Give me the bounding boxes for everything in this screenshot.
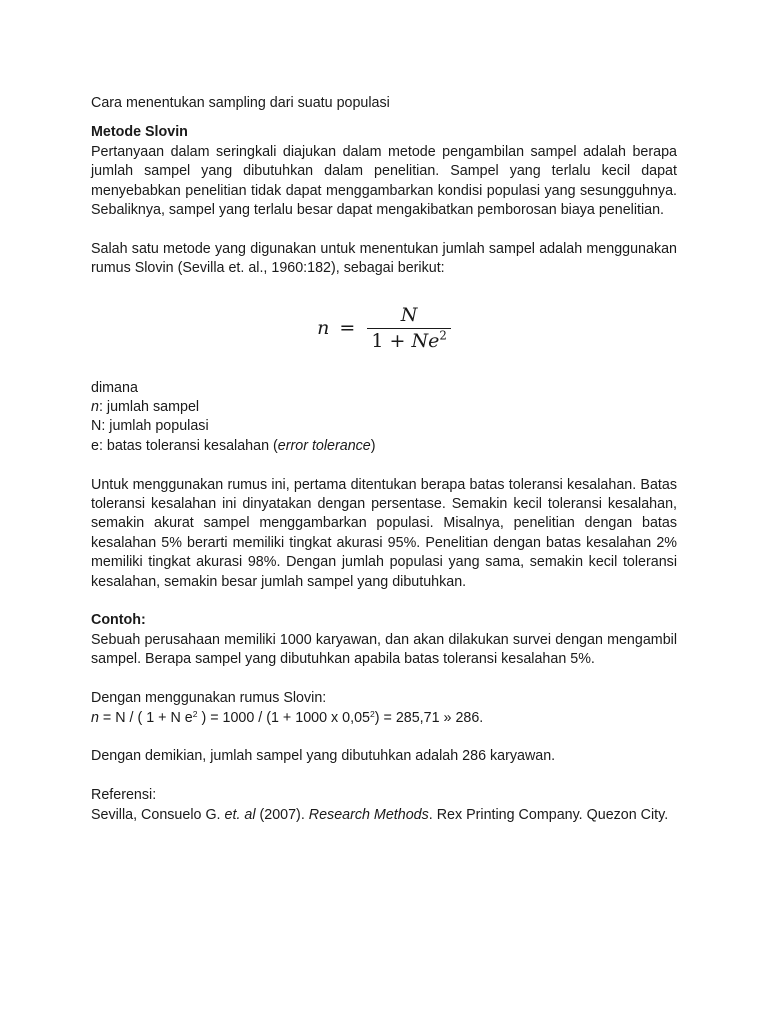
calc-n: n <box>91 709 99 726</box>
reference-author: Sevilla, Consuelo G. <box>91 806 225 823</box>
formula-den-exp: 2 <box>439 328 447 343</box>
spacer <box>91 592 677 611</box>
reference-book-title: Research Methods <box>308 806 429 823</box>
spacer <box>91 767 677 786</box>
formula-numerator: N <box>400 303 418 326</box>
definition-n-symbol: n <box>91 399 99 416</box>
calc-line <box>91 709 677 728</box>
definition-e-text: e: batas toleransi kesalahan ( <box>91 437 278 454</box>
slovin-paragraph-1: Pertanyaan dalam seringkali diajukan dalam metode pengambilan sampel adalah berapa jumlah sampel yang dibutuhkan dalam penelitian. Sampel yang terlalu kecil dapat menyebabkan penelitian tidak dapat menggambarkan kondisi populasi yang sesungguhnya. Sebaliknya, sampel yang terlalu besar dapat mengakibatkan pemborosan biaya penelitian. <box>91 143 677 219</box>
spacer <box>91 456 677 475</box>
formula-denominator <box>367 329 450 351</box>
formula-fraction <box>367 303 450 353</box>
document-content <box>91 94 677 825</box>
spacer <box>91 113 677 123</box>
slovin-formula <box>91 279 677 379</box>
slovin-paragraph-2: Salah satu metode yang digunakan untuk menentukan jumlah sampel adalah menggunakan rumus Slovin (Sevilla et. al., 1960:182), sebagai berikut: <box>91 240 677 277</box>
definition-e <box>91 437 677 456</box>
example-paragraph: Sebuah perusahaan memiliki 1000 karyawan, dan akan dilakukan survei dengan mengambil sampel. Berapa sampel yang dibutuhkan apabila batas toleransi kesalahan 5%. <box>91 631 677 668</box>
calc-intro: Dengan menggunakan rumus Slovin: <box>91 690 327 707</box>
reference-etal: et. al <box>224 806 256 823</box>
reference-entry <box>91 806 677 825</box>
spacer <box>91 670 677 689</box>
formula-den-one: 1 + <box>371 330 412 353</box>
calc-part-b: ) = 1000 / (1 + 1000 x 0,05 <box>197 709 370 726</box>
calc-part-c: ) = 285,71 » 286. <box>374 709 484 726</box>
definition-n-text: : jumlah sampel <box>98 399 200 416</box>
reference-publisher: . Rex Printing Company. Quezon City. <box>428 806 669 823</box>
calc-exp-1: 2 <box>192 708 198 719</box>
definitions-intro: dimana <box>91 379 138 396</box>
definition-n <box>91 398 677 417</box>
conclusion-line: Dengan demikian, jumlah sampel yang dibutuhkan adalah 286 karyawan. <box>91 748 556 765</box>
formula-lhs: n <box>317 316 330 339</box>
section-heading-slovin: Metode Slovin <box>91 124 188 141</box>
reference-year: (2007). <box>255 806 309 823</box>
calc-exp-2: 2 <box>369 708 375 719</box>
formula-equals: = <box>339 316 356 339</box>
reference-label: Referensi: <box>91 787 157 804</box>
definition-e-close: ) <box>370 437 376 454</box>
definition-e-italic: error tolerance <box>277 437 371 454</box>
example-heading: Contoh: <box>91 612 146 629</box>
definition-N: N: jumlah populasi <box>91 418 209 435</box>
spacer <box>91 728 677 747</box>
formula-den-var: Ne <box>411 330 440 353</box>
page-title: Cara menentukan sampling dari suatu populasi <box>91 95 390 111</box>
spacer <box>91 220 677 239</box>
calc-part-a: = N / ( 1 + N e <box>98 709 193 726</box>
explanation-paragraph: Untuk menggunakan rumus ini, pertama ditentukan berapa batas toleransi kesalahan. Batas toleransi kesalahan ini dinyatakan dengan persentase. Semakin kecil toleransi kesalahan, semakin akurat sampel menggambarkan populasi. Misalnya, penelitian dengan batas kesalahan 5% berarti memiliki tingkat akurasi 95%. Penelitian dengan batas kesalahan 2% memiliki tingkat akurasi 98%. Dengan jumlah populasi yang sama, semakin kecil toleransi kesalahan, semakin besar jumlah sampel yang dibutuhkan. <box>91 476 677 590</box>
